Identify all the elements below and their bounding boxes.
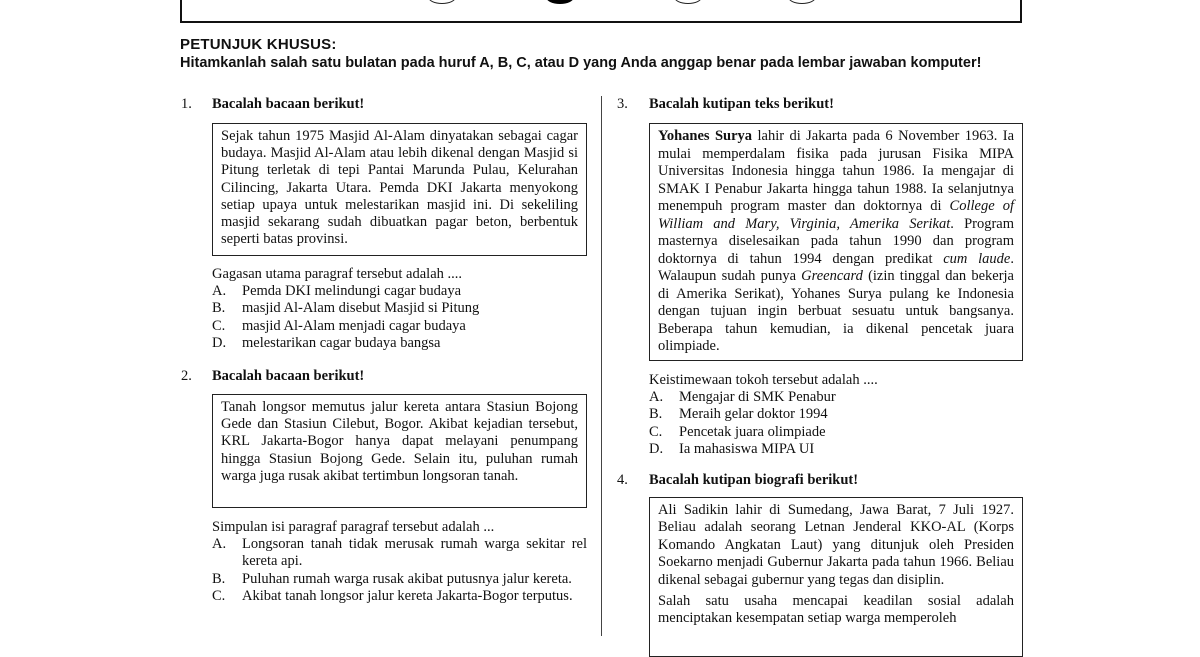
instructions-title: PETUNJUK KHUSUS: <box>180 36 337 53</box>
instructions-text: Hitamkanlah salah satu bulatan pada huruf A, B, C, atau D yang Anda anggap benar pada lembar jawaban komputer! <box>180 55 982 71</box>
question-3-passage <box>649 123 1023 361</box>
option-text: masjid Al-Alam disebut Masjid si Pitung <box>242 300 480 317</box>
question-4-number: 4. <box>617 472 628 488</box>
option[interactable] <box>649 441 1023 458</box>
question-4-passage <box>649 497 1023 657</box>
question-2-prompt: Simpulan isi paragraf paragraf tersebut adalah ... <box>212 519 495 535</box>
question-2-heading: Bacalah bacaan berikut! <box>212 368 365 384</box>
option-text: Akibat tanah longsor jalur kereta Jakarta-Bogor terputus. <box>242 587 573 604</box>
answer-bubble-3[interactable] <box>674 0 702 4</box>
option-letter: B. <box>212 570 226 587</box>
option-text: Pencetak juara olimpiade <box>679 423 826 440</box>
answer-sheet-strip <box>180 0 1022 23</box>
option[interactable] <box>649 406 1023 423</box>
option-letter: D. <box>649 440 664 457</box>
column-divider <box>601 96 602 636</box>
option-letter: C. <box>212 317 226 334</box>
passage-italic-text: cum laude <box>943 250 1011 267</box>
option-letter: A. <box>212 536 227 552</box>
option-letter: B. <box>649 406 663 423</box>
option[interactable] <box>212 571 587 588</box>
question-2-number: 2. <box>181 368 192 384</box>
option[interactable] <box>649 424 1023 441</box>
option-letter: C. <box>212 587 226 604</box>
option[interactable] <box>649 389 1023 406</box>
option[interactable] <box>212 318 587 335</box>
question-2-passage: Tanah longsor memutus jalur kereta antara Stasiun Bojong Gede dan Stasiun Cilebut, Bogor. Akibat kejadian tersebut, KRL Jakarta-Bogor hanya dapat melayani penumpang hingga Stasiun Bojong Gede. Selain itu, puluhan rumah warga juga rusak akibat tertimbun longsoran tanah. <box>212 394 587 508</box>
passage-text: lahir di Jakarta pada 6 November 1963. Ia mulai memperdalam fisika pada jurusan Fisika MIPA Universitas Indonesia hingga tahun 1986. Ia mengajar di SMAK I Penabur Jakarta hingga tahun 1988. Ia selanjutnya menempuh program master dan doktornya di <box>658 128 1015 214</box>
answer-bubble-1[interactable] <box>428 0 456 4</box>
option[interactable] <box>212 536 587 571</box>
option[interactable] <box>212 283 587 300</box>
option-letter: D. <box>212 334 227 351</box>
question-4-heading: Bacalah kutipan biografi berikut! <box>649 472 859 488</box>
passage-person-name: Yohanes Surya <box>658 128 753 144</box>
question-1-heading: Bacalah bacaan berikut! <box>212 96 365 112</box>
passage-paragraph-2: Salah satu usaha mencapai keadilan sosial adalah menciptakan kesempatan setiap warga memperoleh <box>658 593 1014 627</box>
option-letter: A. <box>212 283 227 299</box>
passage-italic-text: Greencard <box>801 268 863 284</box>
question-1-prompt: Gagasan utama paragraf tersebut adalah .... <box>212 266 463 282</box>
option-text: masjid Al-Alam menjadi cagar budaya <box>242 317 466 334</box>
question-3-heading: Bacalah kutipan teks berikut! <box>649 96 834 112</box>
passage-italic-text: College of William and Mary, Virginia, Amerika Serikat <box>658 198 1014 232</box>
question-1-number: 1. <box>181 96 192 112</box>
passage-paragraph-1: Ali Sadikin lahir di Sumedang, Jawa Barat, 7 Juli 1927. Beliau adalah seorang Letnan Jenderal KKO-AL (Korps Komando Angkatan Laut) yang ditunjuk oleh Presiden Soekarno menjadi Gubernur Jakarta pada tahun 1966. Beliau dikenal sebagai gubernur yang tegas dan disiplin. <box>658 502 1014 588</box>
option[interactable] <box>212 300 587 317</box>
option-text: Ia mahasiswa MIPA UI <box>679 440 815 457</box>
option[interactable] <box>212 588 587 605</box>
question-3-number: 3. <box>617 96 628 112</box>
option-letter: B. <box>212 300 226 317</box>
answer-bubble-4[interactable] <box>788 0 816 4</box>
option-text: Puluhan rumah warga rusak akibat putusnya jalur kereta. <box>242 570 572 587</box>
option-letter: A. <box>649 389 664 405</box>
option-letter: C. <box>649 423 663 440</box>
passage-text: (izin tinggal dan bekerja di Amerika Serikat), Yohanes Surya pulang ke Indonesia dengan tujuan ingin berbuat sesuatu untuk bangsanya. Beberapa tahun kemudian, ia dikenal pencetak juara olimpiade. <box>658 268 1014 354</box>
answer-bubble-2[interactable] <box>546 0 574 4</box>
passage-text: . Program masternya diselesaikan pada tahun 1990 dan program doktornya di tahun 1994 dengan predikat <box>658 215 1015 267</box>
option-text: melestarikan cagar budaya bangsa <box>242 334 441 351</box>
question-3-options <box>649 389 1023 458</box>
question-1-options <box>212 283 587 352</box>
question-1-passage: Sejak tahun 1975 Masjid Al-Alam dinyatakan sebagai cagar budaya. Masjid Al-Alam atau lebih dikenal dengan Masjid si Pitung terletak di tepi Pantai Marunda Pulau, Kelurahan Cilincing, Jakarta Utara. Pemda DKI Jakarta menyokong setiap upaya untuk melestarikan masjid ini. Di sekeliling masjid sekarang sudah dibuatkan pagar beton, berbentuk seperti batas provinsi. <box>212 123 587 256</box>
option[interactable] <box>212 335 587 352</box>
option-text: Longsoran tanah tidak merusak rumah warga sekitar rel kereta api. <box>242 536 587 570</box>
option-text: Meraih gelar doktor 1994 <box>679 406 828 423</box>
question-3-prompt: Keistimewaan tokoh tersebut adalah .... <box>649 372 878 388</box>
option-text: Mengajar di SMK Penabur <box>679 389 836 405</box>
question-2-options <box>212 536 587 605</box>
passage-text: . Walaupun sudah punya <box>658 250 1014 284</box>
option-text: Pemda DKI melindungi cagar budaya <box>242 283 462 299</box>
